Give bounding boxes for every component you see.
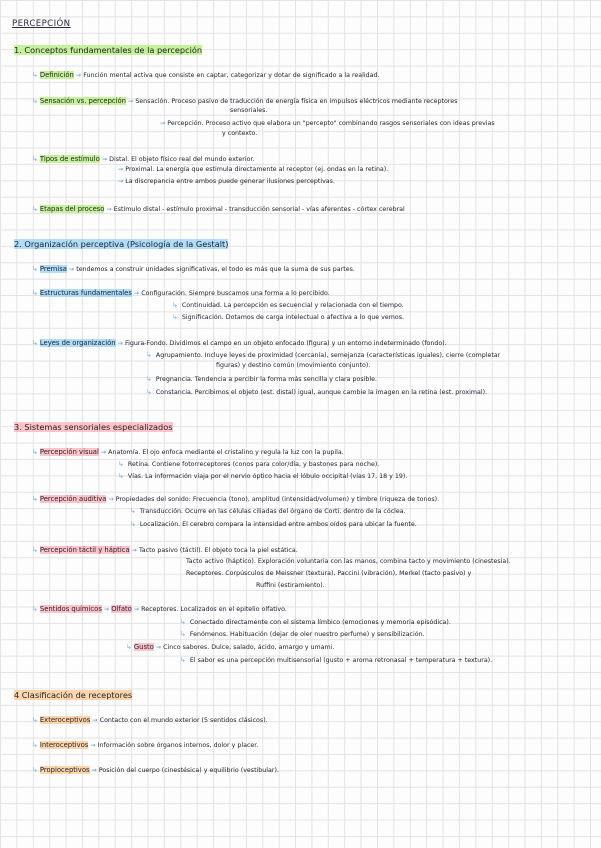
smell-phenomena-row	[180, 630, 425, 639]
arrow-icon: →	[68, 266, 75, 273]
hook-arrow-icon: ↳	[126, 643, 132, 651]
smell-limbic-text: Conectado directamente con el sistema límbico (emociones y memoria episódica).	[189, 619, 451, 626]
tactile-label: Percepción táctil y háptica	[39, 546, 130, 554]
visual-anatomy-text: Anatomía. El ojo enfoca mediante el cristalino y regula la luz con la pupila.	[108, 449, 344, 456]
arrow-icon: →	[101, 156, 108, 163]
arrow-icon: →	[118, 166, 124, 173]
hook-arrow-icon: ↳	[172, 313, 178, 321]
stages-label: Etapas del proceso	[39, 205, 105, 213]
law-constancy-row	[146, 388, 487, 397]
visual-paths-text: Vías. La información viaja por el nervio óptico hacia el lóbulo occipital (vías 17, 18 y 19).	[127, 473, 408, 480]
stimulus-proximal-row	[118, 166, 388, 174]
taste-multisensory-text: El sabor es una percepción multisensorial (gusto + aroma retronasal + temperatura + textura).	[189, 657, 493, 664]
arrow-icon: →	[128, 98, 134, 105]
structure-configuration-text: Configuración. Siempre buscamos una forma a lo percibido.	[141, 290, 330, 297]
hook-arrow-icon: ↳	[32, 448, 38, 456]
smell-label: Olfato	[111, 605, 132, 613]
hook-arrow-icon: ↳	[32, 71, 38, 79]
hook-arrow-icon: ↳	[32, 265, 38, 273]
stimulus-types-label: Tipos de estímulo	[39, 155, 100, 163]
section-3-heading-text: 3. Sistemas sensoriales especializados	[14, 422, 173, 432]
section-1-heading	[14, 46, 202, 54]
arrow-icon: →	[118, 178, 124, 185]
hook-arrow-icon: ↳	[118, 460, 124, 468]
visual-paths-row	[118, 472, 407, 481]
exteroceptive-row	[32, 716, 268, 725]
auditory-transduction-text: Transducción. Ocurre en las células ciliadas del órgano de Corti, dentro de la cóclea.	[139, 508, 406, 515]
structure-significance-text: Significación. Dotamos de carga intelectual o afectiva a lo que vemos.	[181, 314, 405, 321]
chemical-label: Sentidos químicos	[39, 605, 102, 613]
visual-row	[32, 448, 344, 457]
hook-arrow-icon: ↳	[146, 388, 152, 396]
structure-continuity-row	[172, 301, 404, 310]
perception-text: Percepción. Proceso activo que elabora un "percepto" combinando rasgos sensoriales con ideas previas	[167, 120, 495, 127]
hook-arrow-icon: ↳	[180, 656, 186, 664]
section-2-heading-text: 2. Organización perceptiva (Psicología de la Gestalt)	[14, 239, 229, 249]
law-pregnancy-row	[146, 375, 377, 384]
hook-arrow-icon: ↳	[32, 205, 38, 213]
visual-retina-row	[118, 460, 379, 469]
tactile-active-text: Tacto activo (háptico). Exploración voluntaria con las manos, combina tacto y movimiento (cinestesia).	[186, 558, 511, 565]
smell-receptors-text: Receptores. Localizados en el epitelio olfativo.	[141, 606, 287, 613]
arrow-icon: →	[100, 449, 107, 456]
section-4-heading	[14, 691, 132, 699]
arrow-icon: →	[92, 717, 98, 724]
hook-arrow-icon: ↳	[32, 741, 38, 749]
hook-arrow-icon: ↳	[32, 605, 38, 613]
section-2-heading	[14, 240, 228, 248]
proprioceptive-row	[32, 766, 279, 775]
arrow-icon: →	[133, 290, 140, 297]
auditory-transduction-row	[130, 507, 406, 516]
proprioceptive-text: Posición del cuerpo (cinestésica) y equilibrio (vestibular).	[98, 767, 279, 774]
exteroceptive-label: Exteroceptivos	[39, 716, 91, 724]
arrow-icon: →	[133, 606, 140, 613]
definition-text: Función mental activa que consiste en captar, categorizar y dotar de significado a la realidad.	[83, 72, 380, 79]
tactile-passive-text: Tacto pasivo (táctil). El objeto toca la piel estática.	[138, 547, 298, 554]
taste-flavors-text: Cinco sabores. Dulce, salado, ácido, amargo y umami.	[163, 644, 335, 651]
law-figure-ground-text: Figura-Fondo. Dividimos el campo en un objeto enfocado (figura) y un entorno indeterminado (fondo).	[124, 340, 447, 347]
hook-arrow-icon: ↳	[172, 301, 178, 309]
exteroceptive-text: Contacto con el mundo exterior (5 sentidos clásicos).	[99, 717, 268, 724]
hook-arrow-icon: ↳	[32, 155, 38, 163]
stages-text: Estímulo distal - estímulo proximal - transducción sensorial - vías aferentes - córtex cerebral	[113, 206, 405, 213]
smell-phenomena-text: Fenómenos. Habituación (dejar de oler nuestro perfume) y sensibilización.	[189, 631, 425, 638]
laws-label: Leyes de organización	[39, 339, 116, 347]
arrow-icon: →	[160, 120, 166, 127]
arrow-icon: →	[75, 72, 82, 79]
interoceptive-row	[32, 741, 258, 750]
arrow-icon: →	[91, 767, 97, 774]
law-grouping-row	[146, 351, 500, 360]
interoceptive-text: Información sobre órganos internos, dolor y placer.	[97, 742, 259, 749]
page-title: PERCEPCIÓN	[12, 19, 71, 29]
law-grouping-text: Agrupamiento. Incluye leyes de proximidad (cercanía), semejanza (características iguales), cierre (completar	[155, 352, 501, 359]
structures-row	[32, 289, 330, 298]
law-constancy-text: Constancia. Percibimos el objeto (est. distal) igual, aunque cambie la imagen en la retina (est. proximal).	[155, 389, 488, 396]
definition-label: Definición	[39, 71, 74, 79]
taste-multisensory-row	[180, 656, 492, 665]
stimulus-distal-text: Distal. El objeto físico real del mundo exterior.	[109, 156, 255, 163]
stages-row	[32, 205, 405, 214]
arrow-icon: →	[131, 547, 137, 554]
sensation-row	[32, 97, 457, 106]
arrow-icon: →	[106, 206, 112, 213]
sensation-text: Sensación. Proceso pasivo de traducción de energía física en impulsos eléctricos mediante receptores	[135, 98, 458, 105]
law-grouping-text-cont: figuras) y destino común (movimiento conjunto).	[216, 362, 371, 369]
section-4-heading-text: 4 Clasificación de receptores	[14, 690, 133, 700]
laws-row	[32, 339, 447, 348]
hook-arrow-icon: ↳	[130, 520, 136, 528]
auditory-row	[32, 495, 439, 504]
tactile-receptors-text-cont: Ruffini (estiramiento).	[256, 582, 325, 589]
law-pregnancy-text: Pregnancia. Tendencia a percibir la forma más sencilla y clara posible.	[155, 376, 378, 383]
tactile-receptors-text: Receptores. Corpúsculos de Meissner (textura), Paccini (vibración), Merkel (tacto pasivo) y	[186, 570, 472, 577]
hook-arrow-icon: ↳	[180, 630, 186, 638]
perception-row	[160, 120, 495, 128]
stimulus-discrepancy-text: La discrepancia entre ambos puede generar ilusiones perceptivas.	[125, 178, 335, 185]
hook-arrow-icon: ↳	[32, 766, 38, 774]
tactile-row	[32, 546, 298, 555]
section-1-heading-text: 1. Conceptos fundamentales de la percepción	[14, 45, 203, 55]
sensation-label: Sensación vs. percepción	[39, 97, 126, 105]
arrow-icon: →	[108, 496, 114, 503]
hook-arrow-icon: ↳	[32, 289, 38, 297]
hook-arrow-icon: ↳	[32, 546, 38, 554]
arrow-icon: →	[103, 606, 110, 613]
hook-arrow-icon: ↳	[32, 97, 38, 105]
visual-retina-text: Retina. Contiene fotorreceptores (conos para color/día, y bastones para noche).	[127, 461, 380, 468]
hook-arrow-icon: ↳	[146, 375, 152, 383]
taste-label: Gusto	[133, 643, 154, 651]
hook-arrow-icon: ↳	[118, 472, 124, 480]
interoceptive-label: Interoceptivos	[39, 741, 89, 749]
hook-arrow-icon: ↳	[180, 618, 186, 626]
chemical-row	[32, 605, 287, 614]
stimulus-discrepancy-row	[118, 178, 335, 186]
hook-arrow-icon: ↳	[130, 507, 136, 515]
arrow-icon: →	[117, 340, 123, 347]
hook-arrow-icon: ↳	[32, 339, 38, 347]
proprioceptive-label: Propioceptivos	[39, 766, 90, 774]
premise-text: tendemos a construir unidades significativas, el todo es más que la suma de sus partes.	[76, 266, 355, 273]
definition-row	[32, 71, 380, 80]
auditory-label: Percepción auditiva	[39, 495, 107, 503]
taste-row	[126, 643, 334, 652]
hook-arrow-icon: ↳	[32, 495, 38, 503]
perception-text-cont: y contexto.	[222, 130, 258, 137]
hook-arrow-icon: ↳	[146, 351, 152, 359]
arrow-icon: →	[90, 742, 96, 749]
smell-limbic-row	[180, 618, 451, 627]
sensation-text-cont: sensoriales.	[230, 107, 268, 114]
structure-continuity-text: Continuidad. La percepción es secuencial y relacionada con el tiempo.	[181, 302, 404, 309]
auditory-location-text: Localización. El cerebro compara la intensidad entre ambos oídos para ubicar la fuente.	[139, 521, 417, 528]
premise-label: Premisa	[39, 265, 67, 273]
section-3-heading	[14, 423, 173, 431]
structure-significance-row	[172, 313, 404, 322]
premise-row	[32, 265, 355, 274]
structures-label: Estructuras fundamentales	[39, 289, 132, 297]
arrow-icon: →	[155, 644, 162, 651]
visual-label: Percepción visual	[39, 448, 99, 456]
stimulus-proximal-text: Proximal. La energía que estimula directamente al receptor (ej. ondas en la retina).	[125, 166, 389, 173]
auditory-location-row	[130, 520, 417, 529]
hook-arrow-icon: ↳	[32, 716, 38, 724]
auditory-properties-text: Propiedades del sonido: Frecuencia (tono), amplitud (intensidad/volumen) y timbre (riqueza de tonos).	[115, 496, 440, 503]
stimulus-types-row	[32, 155, 254, 164]
